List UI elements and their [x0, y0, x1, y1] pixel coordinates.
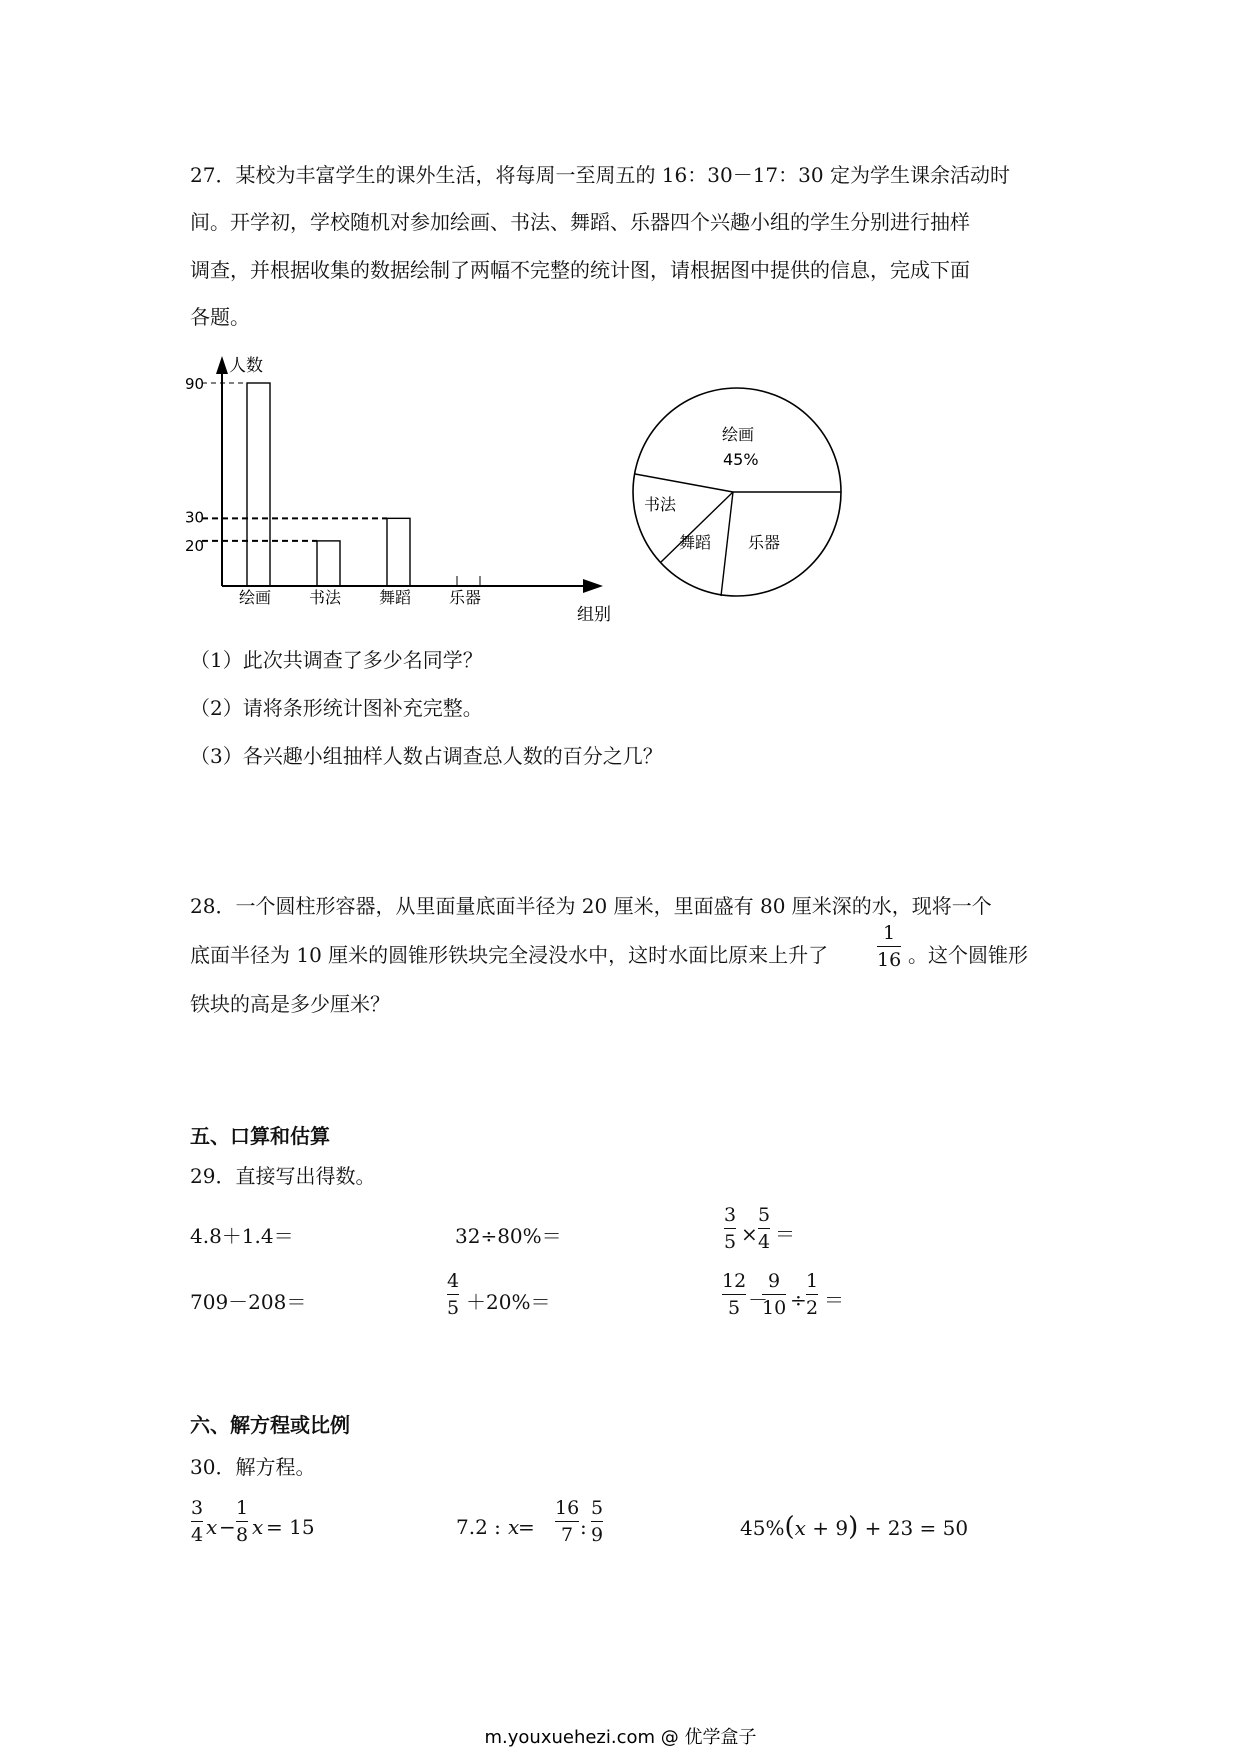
q29-e3-n2: 5 [758, 1204, 771, 1226]
q28-frac-num: 1 [883, 922, 896, 944]
q30-eq1-x1: x [206, 1515, 218, 1539]
q30-eq2-frac-1 [555, 1497, 579, 1546]
q29-expr-1: 4.8＋1.4＝ [190, 1224, 294, 1248]
q29-e6-n3: 1 [806, 1270, 819, 1292]
q29-e6-frac-3 [806, 1270, 818, 1319]
pie-chart [630, 385, 845, 600]
q29-e6-op2: ÷ [790, 1288, 807, 1312]
q28-fraction [877, 922, 901, 971]
q30-eq1-x2: x [252, 1515, 264, 1539]
q30-eq2-d1: 7 [561, 1524, 574, 1546]
q27-sub-3: （3）各兴趣小组抽样人数占调查总人数的百分之几？ [190, 744, 663, 768]
y-tick-label-20: 20 [185, 536, 205, 555]
q29-e3-eq: ＝ [775, 1222, 795, 1246]
q30-eq1-d2: 8 [236, 1524, 249, 1546]
q30-eq3-lp: ( [784, 1512, 795, 1542]
q29-e3-frac-2 [758, 1204, 770, 1253]
q29-e3-frac-1 [724, 1204, 736, 1253]
q29-e3-n1: 3 [724, 1204, 737, 1226]
q27-sub-1: （1）此次共调查了多少名同学？ [190, 648, 483, 672]
section-5-title: 五、口算和估算 [190, 1124, 330, 1148]
q30-eq2-n2: 5 [591, 1497, 604, 1519]
pie-divider-2 [635, 474, 733, 492]
q30-eq3-rhs: + 23 = 50 [858, 1516, 969, 1540]
q29-e5-n: 4 [447, 1270, 460, 1292]
bar-chart [185, 350, 625, 630]
q29-e6-n1: 12 [722, 1270, 747, 1292]
q28-line-3: 铁块的高是多少厘米？ [190, 992, 390, 1016]
q30-eq1-n2: 1 [236, 1497, 249, 1519]
y-tick-label-30: 30 [185, 508, 205, 527]
x-axis-arrow [583, 579, 603, 593]
q30-eq2-eq: = [518, 1515, 535, 1539]
q30-eq3-x: x [794, 1516, 806, 1540]
x-tick-label-2: 舞蹈 [379, 588, 412, 607]
q27-line-3: 调查，并根据收集的数据绘制了两幅不完整的统计图，请根据图中提供的信息，完成下面 [190, 258, 970, 282]
q30-eq3-mid: + 9 [805, 1516, 849, 1540]
q30-eq1-n1: 3 [191, 1497, 204, 1519]
q29-e6-eq: ＝ [824, 1288, 844, 1312]
q28-line-2-pre: 底面半径为 10 厘米的圆锥形铁块完全浸没水中，这时水面比原来上升了 [190, 943, 829, 967]
q29-e6-d2: 10 [762, 1297, 787, 1319]
q30-eq3-pre: 45% [740, 1516, 785, 1540]
q29-e5-tail: ＋20%＝ [466, 1290, 551, 1314]
q30-eq3 [740, 1512, 969, 1542]
q30-eq2-d2: 9 [591, 1524, 604, 1546]
q29-expr-2: 32÷80%＝ [455, 1224, 562, 1248]
q29-e6-frac-1 [722, 1270, 746, 1319]
pie-value-huihua: 45% [723, 450, 759, 469]
bar-1 [317, 541, 340, 586]
section-6-title: 六、解方程或比例 [190, 1413, 350, 1437]
q29-expr-4: 709－208＝ [190, 1290, 307, 1314]
q30-title: 30．解方程。 [190, 1455, 316, 1479]
q29-e3-d1: 5 [724, 1231, 737, 1253]
page-footer: m.youxuehezi.com @ 优学盒子 [484, 1727, 757, 1748]
bar-chart-xlabel: 组别 [577, 605, 611, 625]
q30-eq2-n1: 16 [555, 1497, 580, 1519]
q27-line-1: 27．某校为丰富学生的课外生活，将每周一至周五的 16：30－17：30 定为学生课余活动时 [190, 163, 1010, 187]
q30-eq3-rp: ) [848, 1512, 859, 1542]
y-tick-label-90: 90 [185, 375, 205, 393]
q29-e3-d2: 4 [758, 1231, 771, 1253]
pie-label-wudao: 舞蹈 [679, 533, 712, 552]
q30-eq2-lhs: 7.2 : [456, 1515, 501, 1539]
q30-eq1-rhs: = 15 [266, 1515, 315, 1539]
bar-2 [387, 518, 410, 586]
q29-e6-d3: 2 [806, 1297, 819, 1319]
q30-eq2-frac-2 [591, 1497, 603, 1546]
q30-eq2-colon: : [580, 1515, 587, 1539]
y-axis-arrow [216, 356, 228, 374]
q30-eq1-op: − [219, 1515, 236, 1539]
q29-e6-op1: － [748, 1288, 768, 1312]
q29-title: 29．直接写出得数。 [190, 1164, 376, 1188]
q27-line-2: 间。开学初，学校随机对参加绘画、书法、舞蹈、乐器四个兴趣小组的学生分别进行抽样 [190, 210, 970, 234]
x-tick-label-3: 乐器 [449, 588, 482, 607]
pie-divider-4 [721, 492, 733, 596]
q30-eq2-x: x [508, 1515, 520, 1539]
q28-line-1: 28．一个圆柱形容器，从里面量底面半径为 20 厘米，里面盛有 80 厘米深的水，现将一个 [190, 894, 992, 918]
q27-sub-2: （2）请将条形统计图补充完整。 [190, 696, 483, 720]
bar-chart-ylabel: 人数 [229, 356, 263, 376]
bar-0 [247, 383, 270, 586]
q28-line-2-post: 。这个圆锥形 [908, 943, 1028, 967]
q30-eq1-frac-2 [236, 1497, 248, 1546]
q29-e6-n2: 9 [768, 1270, 781, 1292]
pie-label-huihua: 绘画 [722, 425, 755, 444]
q28-frac-den: 16 [877, 949, 902, 971]
q29-e3-op: × [741, 1222, 758, 1246]
q29-e5-d: 5 [447, 1297, 460, 1319]
q27-line-4: 各题。 [190, 305, 250, 329]
q29-e6-frac-2 [762, 1270, 786, 1319]
q28-line-2 [190, 943, 828, 967]
pie-label-yueqi: 乐器 [748, 533, 781, 552]
q29-e6-d1: 5 [728, 1297, 741, 1319]
x-tick-label-0: 绘画 [239, 588, 272, 607]
q30-eq1-frac-1 [191, 1497, 203, 1546]
q30-eq1-d1: 4 [191, 1524, 204, 1546]
x-tick-label-1: 书法 [309, 588, 342, 607]
q29-e5-frac [447, 1270, 459, 1319]
pie-label-shufa: 书法 [644, 495, 677, 514]
